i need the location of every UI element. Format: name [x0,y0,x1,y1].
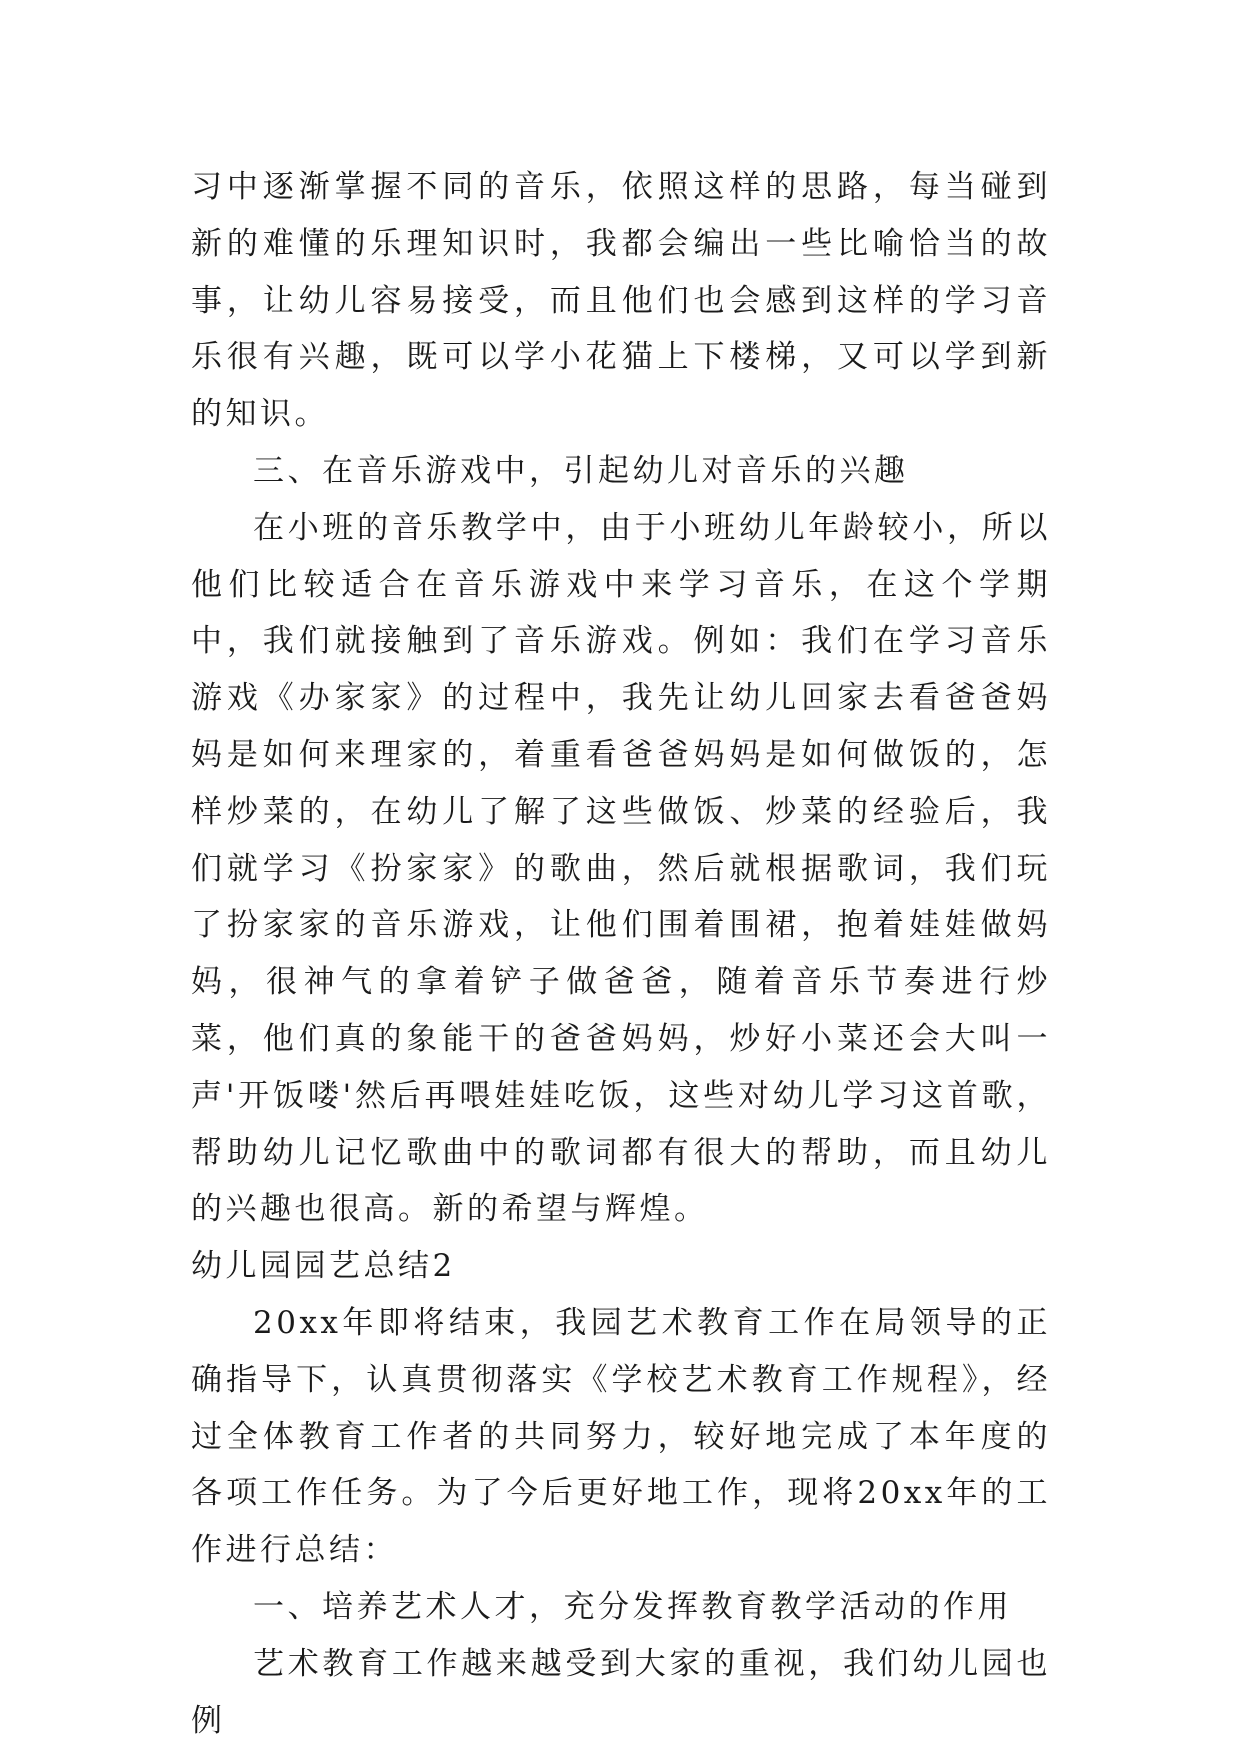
paragraph: 艺术教育工作越来越受到大家的重视，我们幼儿园也例 [191,1645,1051,1739]
paragraph: 20xx年即将结束，我园艺术教育工作在局领导的正确指导下，认真贯彻落实《学校艺术教育工作规程》，经过全体教育工作者的共同努力，较好地完成了本年度的各项工作任务。为了今后更好地工作，现将20xx年的工作进行总结： [191,1304,1051,1569]
section-heading: 一、培养艺术人才，充分发挥教育教学活动的作用 [253,1588,1012,1625]
document-body [191,159,1051,1749]
section-heading: 三、在音乐游戏中，引起幼儿对音乐的兴趣 [253,452,909,489]
paragraph: 习中逐渐掌握不同的音乐，依照这样的思路，每当碰到新的难懂的乐理知识时，我都会编出一些比喻恰当的故事，让幼儿容易接受，而且他们也会感到这样的学习音乐很有兴趣，既可以学小花猫上下楼梯，又可以学到新的知识。 [191,169,1051,433]
paragraph: 在小班的音乐教学中，由于小班幼儿年龄较小，所以他们比较适合在音乐游戏中来学习音乐，在这个学期中，我们就接触到了音乐游戏。例如：我们在学习音乐游戏《办家家》的过程中，我先让幼儿回家去看爸爸妈妈是如何来理家的，着重看爸爸妈妈是如何做饭的，怎样炒菜的，在幼儿了解了这些做饭、炒菜的经验后，我们就学习《扮家家》的歌曲，然后就根据歌词，我们玩了扮家家的音乐游戏，让他们围着围裙，抱着娃娃做妈妈，很神气的拿着铲子做爸爸，随着音乐节奏进行炒菜，他们真的象能干的爸爸妈妈，炒好小菜还会大叫一声'开饭喽'然后再喂娃娃吃饭，这些对幼儿学习这首歌，帮助幼儿记忆歌曲中的歌词都有很大的帮助，而且幼儿的兴趣也很高。新的希望与辉煌。 [191,509,1051,1228]
document-title: 幼儿园园艺总结2 [191,1248,456,1285]
